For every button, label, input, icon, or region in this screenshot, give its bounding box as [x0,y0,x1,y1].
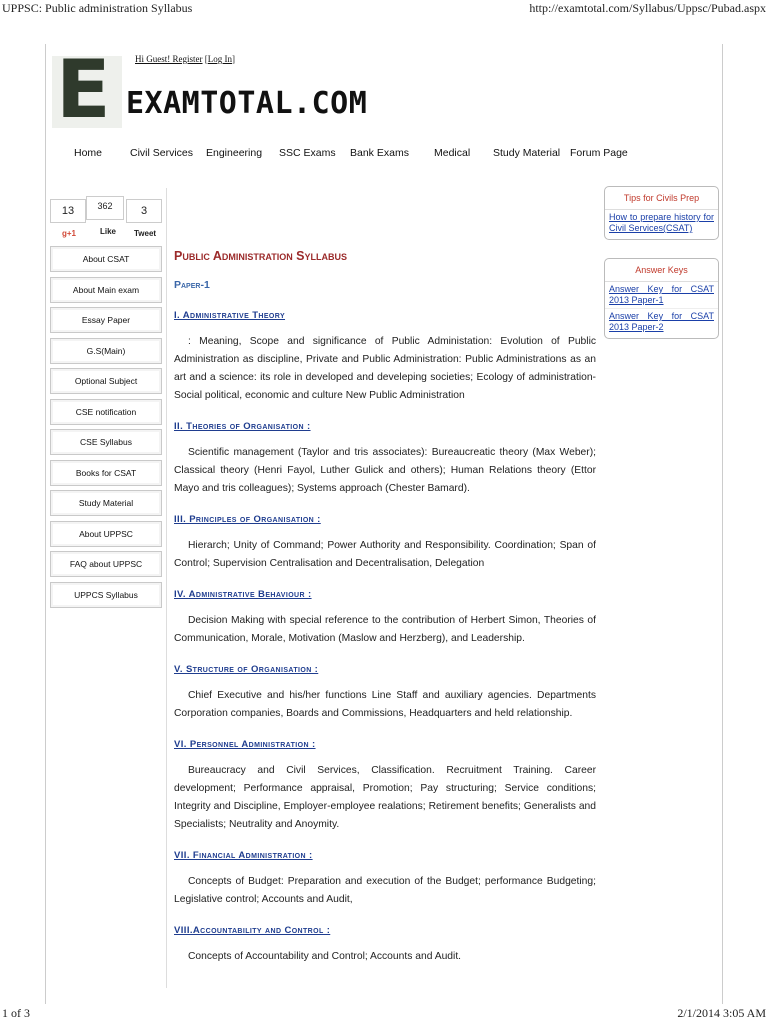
nav-bank-exams[interactable]: Bank Exams [350,147,409,159]
print-page-title: UPPSC: Public administration Syllabus [2,1,193,15]
sidebar [50,246,162,612]
page-title: Public Administration Syllabus [174,249,348,263]
nav-forum-page[interactable]: Forum Page [570,147,628,159]
section-text: Chief Executive and his/her functions Line Staff and auxiliary agencies. Departments Corporation companies, Boards and Commissions, Headquarters and held relationship. [174,690,596,719]
sidebar-item-optional-subject[interactable]: Optional Subject [50,368,162,394]
sidebar-item-about-uppsc[interactable]: About UPPSC [50,521,162,547]
section-text: Scientific management (Taylor and tris associates): Bureaucreatic theory (Max Weber); Classical theory (Henri Fayol, Luther Gulick and others); Human Relations theory (Ettor Mayo and tris colleagues); Systems approach (Chester Bamard). [174,447,596,494]
register-link[interactable]: Hi Guest! Register [135,54,203,64]
section-heading[interactable]: II. Theories of Organisation : [174,421,311,432]
nav-ssc-exams[interactable]: SSC Exams [279,147,336,159]
print-page-number: 1 of 3 [2,1006,30,1020]
nav-home[interactable]: Home [74,147,103,159]
tips-link-history[interactable]: How to prepare history for Civil Services(CSAT) [609,212,714,233]
print-header [0,0,768,18]
tips-panel [604,186,719,240]
bracket-close: ] [232,54,235,64]
like-button[interactable]: Like [100,227,117,236]
logo-letter: E [56,43,111,136]
nav-civil-services[interactable]: Civil Services [130,147,194,159]
print-datetime: 2/1/2014 3:05 AM [677,1006,766,1020]
site-logo[interactable] [52,43,122,136]
sidebar-item-about-csat[interactable]: About CSAT [50,246,162,272]
main-nav [0,147,768,161]
section-text: : Meaning, Scope and significance of Public Administation: Evolution of Public Administration as discipline, Private and Public Administration: Public Administrations as an art and a science: its role in developed and develeping societies; Ecology of administration- Social political, economic and culture New Public Administration [174,336,596,401]
column-divider [166,188,167,988]
section-heading[interactable]: IV. Administrative Behaviour : [174,589,312,600]
login-link[interactable]: Log In [207,54,232,64]
tips-heading: Tips for Civils Prep [605,187,718,210]
nav-engineering[interactable]: Engineering [206,147,263,159]
answer-key-link-paper2[interactable]: Answer Key for CSAT 2013 Paper-2 [609,311,714,332]
answer-keys-panel [604,258,719,339]
nav-medical[interactable]: Medical [434,147,471,159]
gplus-button[interactable]: g+1 [62,229,77,238]
section-heading[interactable]: III. Principles of Organisation : [174,514,321,525]
sidebar-item-study-material[interactable]: Study Material [50,490,162,516]
print-footer [0,1006,768,1024]
section-heading[interactable]: I. Administrative Theory [174,310,286,321]
section-text: Bureaucracy and Civil Services, Classification. Recruitment Training. Career development; Performance appraisal, Promotion; Pay structuring; Service conditions; Integrity and Discipline, Employer-employee realations; Retirement benefits; Generalists and Specialists; Neutrality and Anoymity. [174,765,596,830]
answer-key-link-paper1[interactable]: Answer Key for CSAT 2013 Paper-1 [605,282,718,309]
sidebar-item-essay-paper[interactable]: Essay Paper [50,307,162,333]
section-heading[interactable]: VI. Personnel Administration : [174,739,316,750]
main-content [174,246,596,966]
sidebar-item-about-main-exam[interactable]: About Main exam [50,277,162,303]
section-text: Hierarch; Unity of Command; Power Authority and Responsibility. Coordination; Span of Control; Supervision Centralisation and Decentralisation, Delegation [174,540,596,569]
social-widget [50,197,162,241]
print-page-url: http://examtotal.com/Syllabus/Uppsc/Pubad.aspx [529,1,766,15]
nav-study-material[interactable]: Study Material [493,147,561,159]
sidebar-item-faq-uppsc[interactable]: FAQ about UPPSC [50,551,162,577]
answer-keys-heading: Answer Keys [605,259,718,282]
section-heading[interactable]: VII. Financial Administration : [174,850,313,861]
bracket-open: [ [204,54,208,64]
section-heading[interactable]: VIII.Accountability and Control : [174,925,331,936]
tweet-button[interactable]: Tweet [134,229,157,238]
tweet-count: 3 [126,199,162,223]
section-text: Concepts of Budget: Preparation and execution of the Budget; performance Budgeting; Legislative control; Accounts and Audit, [174,876,596,905]
section-text: Concepts of Accountability and Control; Accounts and Audit. [188,951,462,962]
sidebar-item-gs-main[interactable]: G.S(Main) [50,338,162,364]
sidebar-item-cse-notification[interactable]: CSE notification [50,399,162,425]
account-links [135,54,235,64]
sidebar-item-cse-syllabus[interactable]: CSE Syllabus [50,429,162,455]
section-heading[interactable]: V. Structure of Organisation : [174,664,319,675]
paper-heading: Paper-1 [174,279,210,291]
sidebar-item-uppcs-syllabus[interactable]: UPPCS Syllabus [50,582,162,608]
section-text: Decision Making with special reference to the contribution of Herbert Simon, Theories of Communication, Morale, Motivation (Maslow and Herzberg), and Leadership. [174,615,596,644]
like-count: 362 [86,196,124,220]
site-name[interactable]: EXAMTOTAL.COM [126,86,368,121]
share-count: 13 [50,199,86,223]
sidebar-item-books-for-csat[interactable]: Books for CSAT [50,460,162,486]
